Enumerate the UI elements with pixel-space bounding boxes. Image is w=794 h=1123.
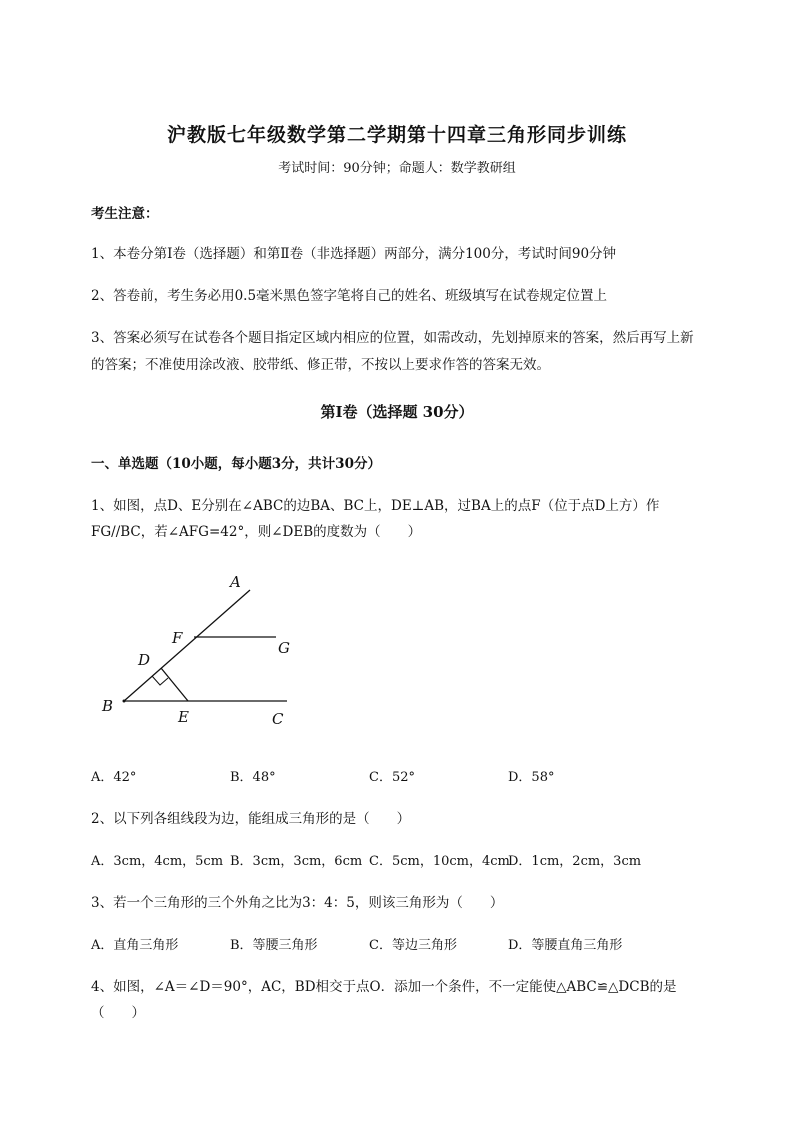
notice-heading: 考生注意： — [91, 206, 159, 222]
notice-item-3-cont: 的答案；不准使用涂改液、胶带纸、修正带，不按以上要求作答的答案无效。 — [91, 357, 550, 373]
label-b: B — [102, 697, 114, 715]
point-b — [123, 700, 126, 703]
question-3-option-d: D．等腰直角三角形 — [508, 938, 623, 953]
question-3-option-b: B．等腰三角形 — [230, 938, 318, 953]
label-e: E — [178, 708, 189, 726]
line-de — [161, 668, 188, 701]
question-4-line-2: （ ） — [91, 1005, 145, 1021]
question-1-option-a: A．42° — [91, 770, 137, 785]
question-1-option-c: C．52° — [369, 770, 415, 785]
question-2-option-b: B．3cm，3cm，6cm — [230, 854, 363, 869]
question-3-line-1: 3、若一个三角形的三个外角之比为3：4：5，则该三角形为（ ） — [91, 895, 504, 911]
question-1-option-b: B．48° — [230, 770, 276, 785]
notice-item-3: 3、答案必须写在试卷各个题目指定区域内相应的位置，如需改动，先划掉原来的答案，然后再写上新 — [91, 330, 694, 346]
right-angle-mark — [152, 676, 168, 685]
question-1-figure — [90, 568, 320, 738]
section-title: 第I卷（选择题 30分） — [320, 403, 474, 421]
exam-info: 考试时间：90分钟；命题人：数学教研组 — [278, 161, 516, 176]
question-2-option-a: A．3cm，4cm，5cm — [91, 854, 224, 869]
line-ba — [124, 590, 250, 701]
question-1-line-1: 1、如图，点D、E分别在∠ABC的边BA、BC上，DE⊥AB，过BA上的点F（位于点D上方）作 — [91, 498, 660, 514]
question-1-option-d: D．58° — [508, 770, 555, 785]
question-3-option-c: C．等边三角形 — [369, 938, 457, 953]
notice-item-1: 1、本卷分第I卷（选择题）和第Ⅱ卷（非选择题）两部分，满分100分，考试时间90分钟 — [91, 246, 617, 262]
question-4-line-1: 4、如图，∠A＝∠D＝90°，AC，BD相交于点O．添加一个条件，不一定能使△ABC≌△DCB的是 — [91, 979, 677, 995]
label-g: G — [278, 639, 290, 657]
label-a: A — [230, 573, 241, 591]
notice-item-2: 2、答卷前，考生务必用0.5毫米黑色签字笔将自己的姓名、班级填写在试卷规定位置上 — [91, 288, 608, 304]
page-title: 沪教版七年级数学第二学期第十四章三角形同步训练 — [166, 124, 627, 146]
question-2-line-1: 2、以下列各组线段为边，能组成三角形的是（ ） — [91, 811, 411, 827]
label-c: C — [272, 710, 284, 728]
label-d: D — [138, 651, 151, 669]
question-2-option-d: D．1cm，2cm，3cm — [508, 854, 642, 869]
question-2-option-c: C．5cm，10cm，4cm — [369, 854, 510, 869]
question-3-option-a: A．直角三角形 — [91, 938, 179, 953]
label-f: F — [172, 629, 183, 647]
part-title: 一、单选题（10小题，每小题3分，共计30分） — [91, 456, 381, 472]
question-1-line-2: FG//BC，若∠AFG=42°，则∠DEB的度数为（ ） — [91, 524, 422, 540]
